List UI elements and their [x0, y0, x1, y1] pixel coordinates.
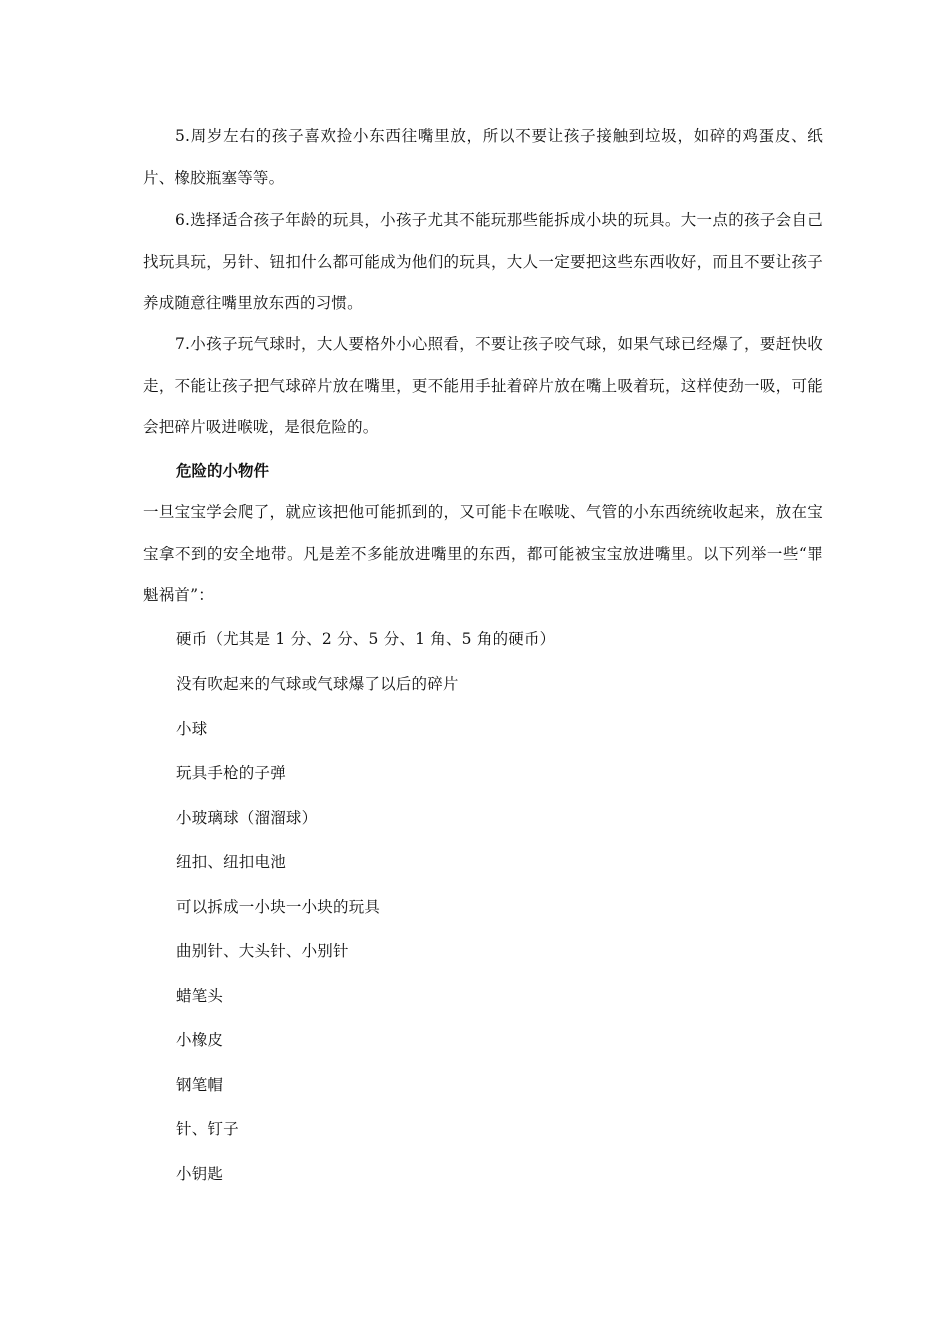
section-intro: 一旦宝宝学会爬了，就应该把他可能抓到的，又可能卡在喉咙、气管的小东西统统收起来，放在宝宝拿不到的安全地带。凡是差不多能放进嘴里的东西，都可能被宝宝放进嘴里。以下列举一些“罪魁祸首”：: [143, 503, 823, 604]
list-item: 针、钉子: [176, 1120, 239, 1138]
paragraph-6: 6.选择适合孩子年龄的玩具，小孩子尤其不能玩那些能拆成小块的玩具。大一点的孩子会自己找玩具玩，另针、钮扣什么都可能成为他们的玩具，大人一定要把这些东西收好，而且不要让孩子养成随意往嘴里放东西的习惯。: [143, 211, 823, 312]
list-item: 小钥匙: [176, 1165, 224, 1183]
list-item: 没有吹起来的气球或气球爆了以后的碎片: [176, 675, 459, 693]
list-item: 可以拆成一小块一小块的玩具: [176, 898, 381, 916]
paragraph-5: 5.周岁左右的孩子喜欢捡小东西往嘴里放，所以不要让孩子接触到垃圾，如碎的鸡蛋皮、纸片、橡胶瓶塞等等。: [143, 127, 823, 187]
list-item: 小球: [176, 720, 208, 738]
list-item: 纽扣、纽扣电池: [176, 853, 286, 871]
list-item: 曲别针、大头针、小别针: [176, 942, 349, 960]
list-item: 小玻璃球（溜溜球）: [176, 809, 318, 827]
list-item: 硬币（尤其是 1 分、2 分、5 分、1 角、5 角的硬币）: [176, 630, 556, 648]
list-item: 钢笔帽: [176, 1076, 224, 1094]
paragraph-7: 7.小孩子玩气球时，大人要格外小心照看，不要让孩子咬气球，如果气球已经爆了，要赶快收走，不能让孩子把气球碎片放在嘴里，更不能用手扯着碎片放在嘴上吸着玩，这样使劲一吸，可能会把碎片吸进喉咙，是很危险的。: [143, 335, 823, 436]
list-item: 玩具手枪的子弹: [176, 764, 286, 782]
list-item: 蜡笔头: [176, 987, 224, 1005]
section-heading: 危险的小物件: [176, 462, 270, 480]
list-item: 小橡皮: [176, 1031, 224, 1049]
